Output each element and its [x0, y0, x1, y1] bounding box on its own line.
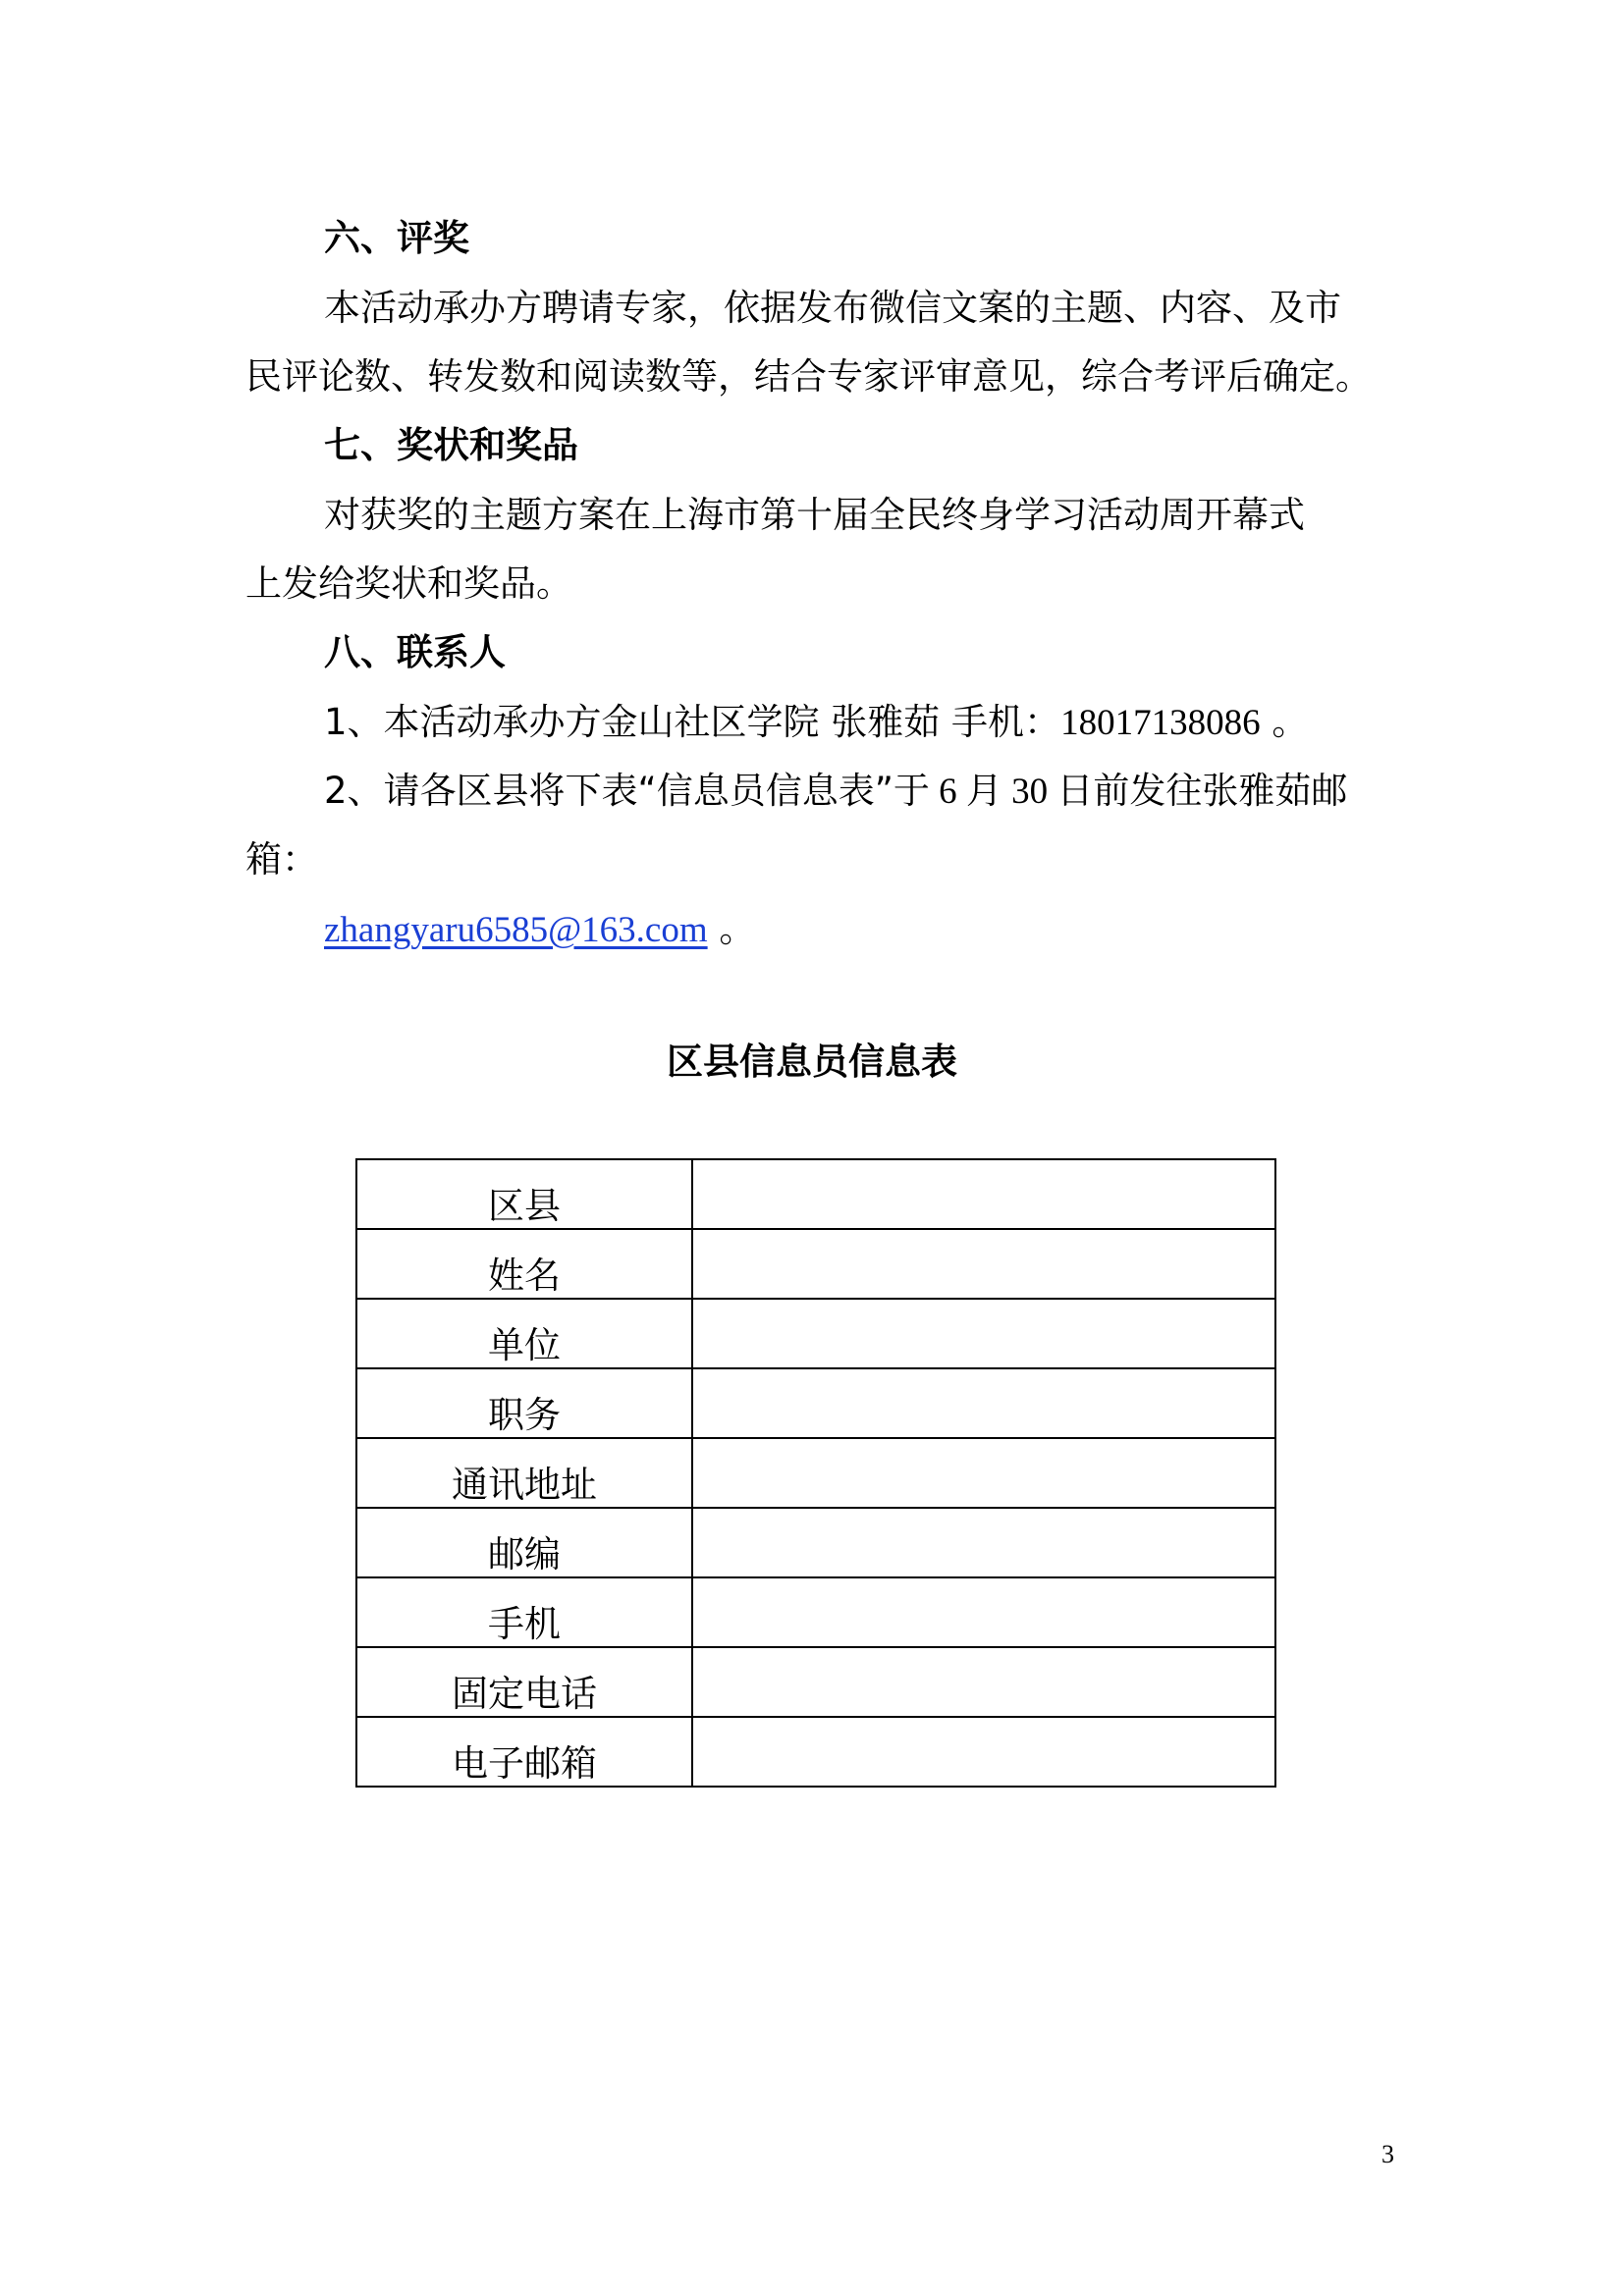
- row-value-cell[interactable]: [692, 1368, 1275, 1438]
- table-title: 区县信息员信息表: [667, 1041, 957, 1083]
- row-label: 单位: [356, 1299, 692, 1368]
- contact-line-2-suffix: 前发往张雅茹邮: [1093, 770, 1348, 812]
- row-label: 职务: [356, 1368, 692, 1438]
- table-row: [356, 1229, 1275, 1299]
- table-row: [356, 1299, 1275, 1368]
- contact-phone: 18017138086: [1060, 703, 1261, 743]
- row-value-cell[interactable]: [692, 1299, 1275, 1368]
- contact-deadline-date: 6 月 30 日: [929, 772, 1094, 812]
- section-six-heading: 六、评奖: [324, 217, 469, 259]
- row-value-cell[interactable]: [692, 1717, 1275, 1787]
- table-row: [356, 1647, 1275, 1717]
- row-value-cell[interactable]: [692, 1438, 1275, 1508]
- row-label: 姓名: [356, 1229, 692, 1299]
- table-row: [356, 1717, 1275, 1787]
- row-value-cell[interactable]: [692, 1577, 1275, 1647]
- contact-line-1: [324, 698, 1394, 748]
- table-row: [356, 1438, 1275, 1508]
- row-value-cell[interactable]: [692, 1229, 1275, 1299]
- contact-line-1-suffix: 。: [1260, 701, 1309, 743]
- row-label: 固定电话: [356, 1647, 692, 1717]
- page-number: 3: [1381, 2140, 1394, 2168]
- table-row: [356, 1368, 1275, 1438]
- table-row: [356, 1577, 1275, 1647]
- email-link[interactable]: zhangyaru6585@163.com: [324, 910, 708, 950]
- table-row: [356, 1508, 1275, 1577]
- section-seven-paragraph-line-1: 对获奖的主题方案在上海市第十届全民终身学习活动周开幕式: [324, 494, 1305, 536]
- row-value-cell[interactable]: [692, 1508, 1275, 1577]
- section-eight-heading: 八、联系人: [324, 631, 506, 673]
- email-suffix: 。: [707, 908, 756, 950]
- section-six-paragraph-line-2: 民评论数、转发数和阅读数等，结合专家评审意见，综合考评后确定。: [245, 355, 1372, 398]
- table-row: [356, 1159, 1275, 1229]
- contact-line-2-text: 2、请各区县将下表“信息员信息表”于: [324, 770, 930, 812]
- section-six-paragraph-line-1: 本活动承办方聘请专家，依据发布微信文案的主题、内容、及市: [324, 287, 1341, 329]
- row-value-cell[interactable]: [692, 1647, 1275, 1717]
- row-label: 区县: [356, 1159, 692, 1229]
- row-label: 电子邮箱: [356, 1717, 692, 1787]
- section-seven-paragraph-line-2: 上发给奖状和奖品。: [245, 562, 572, 605]
- contact-email-line: [324, 905, 1394, 955]
- contact-line-3: 箱：: [245, 838, 318, 881]
- row-value-cell[interactable]: [692, 1159, 1275, 1229]
- row-label: 邮编: [356, 1508, 692, 1577]
- info-table: [355, 1158, 1276, 1788]
- contact-line-2: [324, 767, 1394, 817]
- contact-line-1-text: 1、本活动承办方金山社区学院 张雅茹 手机：: [324, 701, 1061, 743]
- row-label: 通讯地址: [356, 1438, 692, 1508]
- row-label: 手机: [356, 1577, 692, 1647]
- section-seven-heading: 七、奖状和奖品: [324, 424, 578, 466]
